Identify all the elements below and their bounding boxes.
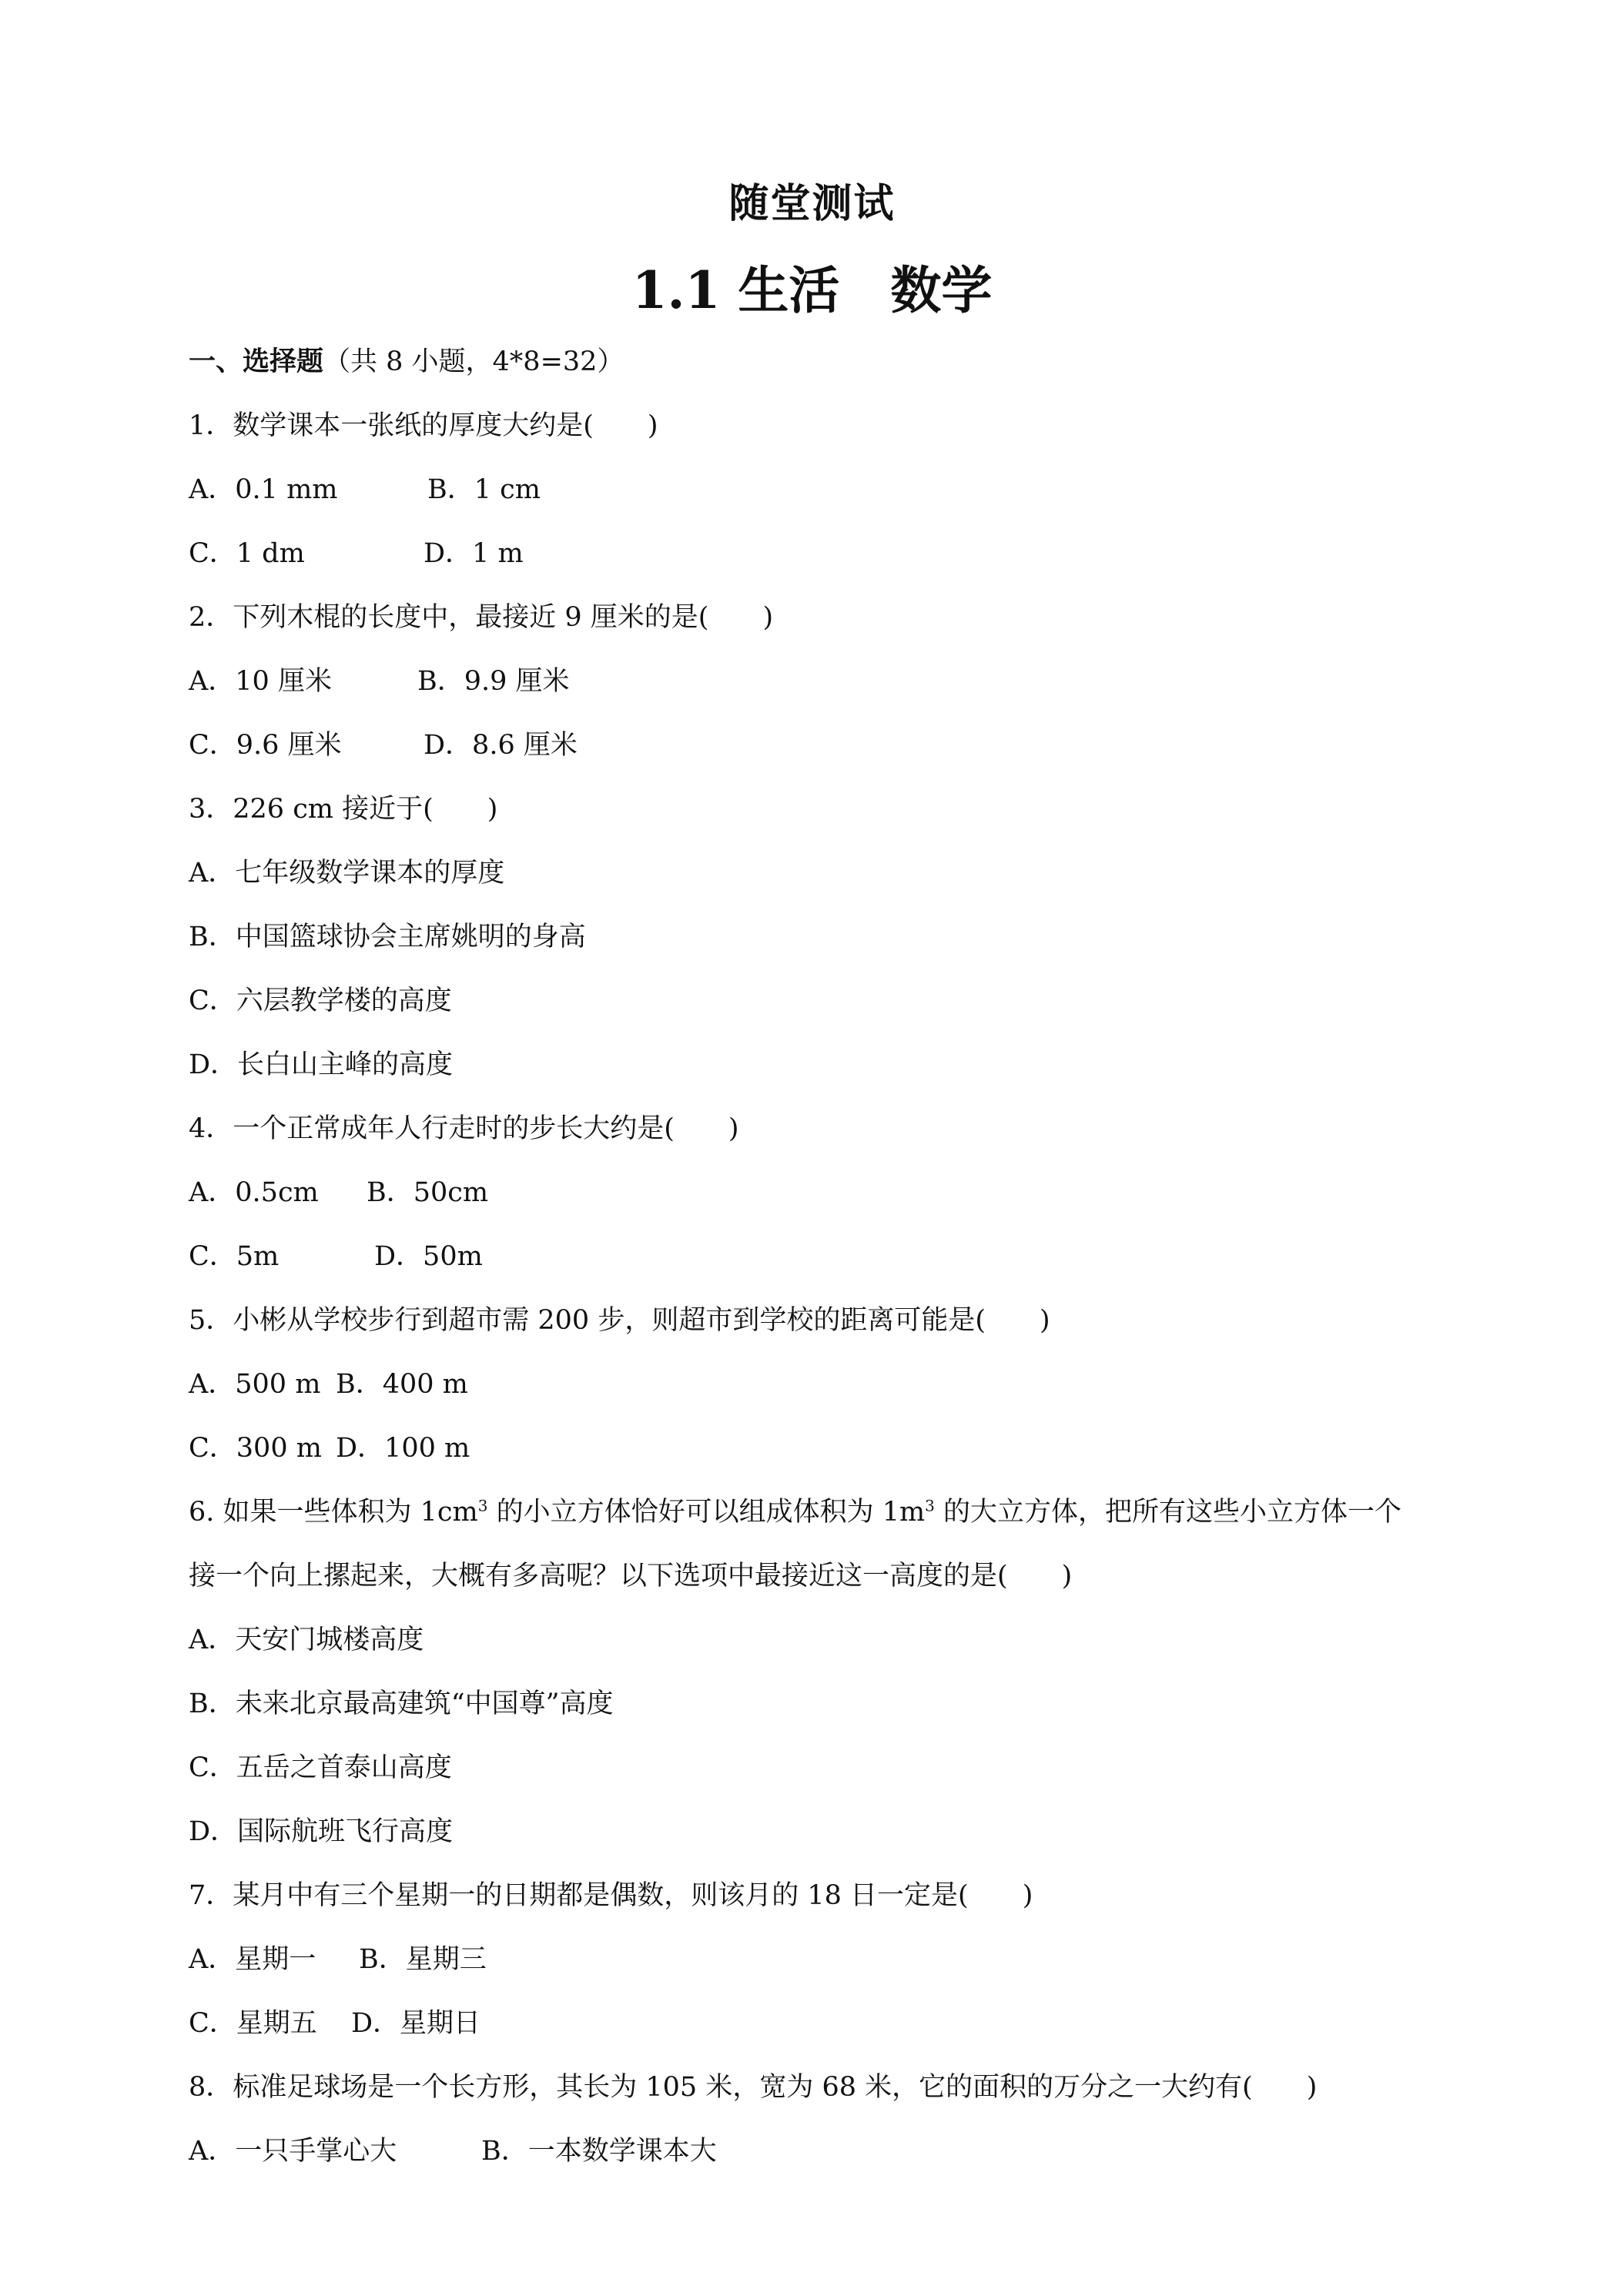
option-row [189, 664, 570, 698]
option-b: B．1 cm [427, 474, 541, 505]
question-stem-4: 4．一个正常成年人行走时的步长大约是( ) [189, 1113, 739, 1144]
option-c: C．9.6 厘米 [189, 730, 342, 761]
question-stem-6 [189, 1495, 1401, 1529]
question-stem-8: 8．标准足球场是一个长方形，其长为 105 米，宽为 68 米，它的面积的万分之一大约有( ) [189, 2072, 1318, 2103]
superscript: 3 [925, 1496, 935, 1515]
option-a: A．星期一 [189, 1944, 316, 1975]
option-d: D．星期日 [351, 2008, 481, 2039]
option-row [189, 728, 578, 762]
option-a: A．一只手掌心大 [189, 2136, 397, 2167]
option-a: A．天安门城楼高度 [189, 1625, 424, 1655]
stem-part: 的大立方体，把所有这些小立方体一个 [934, 1497, 1402, 1528]
question-stem-6-line2: 接一个向上摞起来，大概有多高呢？以下选项中最接近这一高度的是( ) [189, 1561, 1073, 1591]
option-c: C．星期五 [189, 2008, 317, 2039]
option-d: D．1 m [424, 538, 524, 569]
option-c: C．300 m [189, 1433, 322, 1464]
option-row [189, 1176, 488, 1210]
option-row [189, 2134, 717, 2168]
section-note: （共 8 小题，4*8=32） [323, 346, 624, 377]
option-c: C．1 dm [189, 538, 305, 569]
option-b: B．星期三 [359, 1944, 487, 1975]
question-stem-3: 3．226 cm 接近于( ) [189, 794, 498, 825]
option-d: D．100 m [336, 1433, 470, 1464]
option-c: C．六层教学楼的高度 [189, 986, 452, 1016]
option-a: A．七年级数学课本的厚度 [189, 858, 505, 889]
option-b: B．一本数学课本大 [481, 2136, 717, 2167]
option-d: D．国际航班飞行高度 [189, 1816, 454, 1847]
option-c: C．五岳之首泰山高度 [189, 1752, 452, 1783]
option-row [189, 1943, 487, 1976]
document-title: 随堂测试 [728, 180, 896, 227]
option-row [189, 1240, 483, 1274]
option-b: B．9.9 厘米 [417, 666, 570, 697]
option-row [189, 2006, 481, 2040]
option-d: D．50m [374, 1241, 483, 1272]
question-stem-2: 2．下列木棍的长度中，最接近 9 厘米的是( ) [189, 602, 774, 633]
section-heading [189, 345, 624, 379]
option-b: B．400 m [336, 1369, 468, 1400]
option-a: A．0.5cm [189, 1177, 319, 1208]
document-subtitle: 1.1 生活 数学 [631, 260, 993, 320]
question-stem-1: 1．数学课本一张纸的厚度大约是( ) [189, 410, 658, 441]
stem-part: 6. 如果一些体积为 1cm [189, 1497, 478, 1528]
option-b: B．未来北京最高建筑“中国尊”高度 [189, 1689, 614, 1719]
option-d: D．8.6 厘米 [424, 730, 578, 761]
question-stem-7: 7．某月中有三个星期一的日期都是偶数，则该月的 18 日一定是( ) [189, 1880, 1033, 1911]
superscript: 3 [477, 1496, 488, 1515]
option-b: B．50cm [367, 1177, 489, 1208]
question-stem-5: 5．小彬从学校步行到超市需 200 步，则超市到学校的距离可能是( ) [189, 1305, 1050, 1336]
option-row [189, 473, 541, 507]
option-row [189, 1367, 468, 1401]
option-a: A．0.1 mm [189, 474, 338, 505]
option-row [189, 537, 524, 571]
option-b: B．中国篮球协会主席姚明的身高 [189, 922, 586, 952]
option-c: C．5m [189, 1241, 280, 1272]
option-a: A．10 厘米 [189, 666, 332, 697]
section-label: 一、选择题 [189, 346, 324, 377]
option-a: A．500 m [189, 1369, 321, 1400]
stem-part: 的小立方体恰好可以组成体积为 1m [487, 1497, 926, 1528]
option-d: D．长白山主峰的高度 [189, 1049, 454, 1080]
option-row [189, 1431, 470, 1465]
